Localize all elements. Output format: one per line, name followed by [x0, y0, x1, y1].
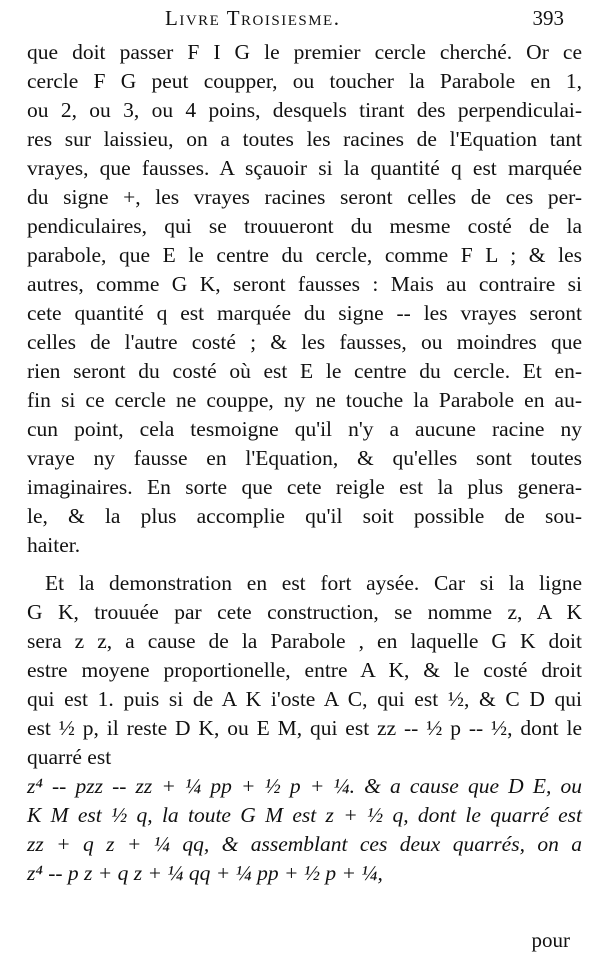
text-line: qui est 1. puis si de A K i'oste A C, qui est ½, & C D qui: [27, 687, 582, 711]
formula-line: zz + q z + ¼ qq, & assemblant ces deux quarrés, on a: [27, 832, 582, 856]
text-line: celles de l'autre costé ; & les fausses, ou moindres que: [27, 330, 582, 354]
paragraph-1: [27, 38, 582, 560]
text-line: parabole, que E le centre du cercle, comme F L ; & les: [27, 243, 582, 267]
running-head: Livre Troisiesme.: [165, 6, 341, 30]
text-line: cete quantité q est marquée du signe -- les vrayes seront: [27, 301, 582, 325]
text-line: du signe +, les vrayes racines seront celles de ces per-: [27, 185, 582, 209]
text-line: que doit passer F I G le premier cercle cherché. Or ce: [27, 40, 582, 64]
text-line: G K, trouuée par cete construction, se nomme z, A K: [27, 600, 582, 624]
paragraph-2: [27, 569, 582, 772]
formula-line: z⁴ -- pzz -- zz + ¼ pp + ½ p + ¼. & a cause que D E, ou: [27, 774, 582, 798]
text-line: Et la demonstration en est fort aysée. Car si la ligne: [45, 571, 582, 595]
text-line: fin si ce cercle ne couppe, ny ne touche la Parabole en au-: [27, 388, 582, 412]
page-number: 393: [532, 6, 564, 30]
text-line: haiter.: [27, 533, 81, 557]
text-line: sera z z, a cause de la Parabole , en laquelle G K doit: [27, 629, 582, 653]
text-line: pendiculaires, qui se trouueront du mesme costé de la: [27, 214, 582, 238]
body-text: [27, 38, 582, 888]
paragraph-gap: [27, 560, 582, 569]
text-line: cun point, cela tesmoigne qu'il n'y a aucune racine ny: [27, 417, 582, 441]
text-line: vraye ny fausse en l'Equation, & qu'elles sont toutes: [27, 446, 582, 470]
text-line: ou 2, ou 3, ou 4 poins, desquels tirant des perpendiculai-: [27, 98, 582, 122]
text-line: autres, comme G K, seront fausses : Mais au contraire si: [27, 272, 582, 296]
text-line: res sur laissieu, on a toutes les racines de l'Equation tant: [27, 127, 582, 151]
text-line: vrayes, que fausses. A sçauoir si la quantité q est marquée: [27, 156, 582, 180]
text-line: quarré est: [27, 745, 112, 769]
text-line: est ½ p, il reste D K, ou E M, qui est zz -- ½ p -- ½, dont le: [27, 716, 582, 740]
formula-block: [27, 772, 582, 888]
text-line: le, & la plus accomplie qu'il soit possible de sou-: [27, 504, 582, 528]
page-header: [70, 4, 572, 34]
text-line: cercle F G peut coupper, ou toucher la Parabole en 1,: [27, 69, 582, 93]
catchword: pour: [531, 928, 570, 952]
text-line: imaginaires. En sorte que cete reigle est la plus genera-: [27, 475, 582, 499]
formula-line: K M est ½ q, la toute G M est z + ½ q, dont le quarré est: [27, 803, 582, 827]
text-line: rien seront du costé où est E le centre du cercle. Et en-: [27, 359, 582, 383]
text-line: estre moyene proportionelle, entre A K, & le costé droit: [27, 658, 582, 682]
formula-line: z⁴ -- p z + q z + ¼ qq + ¼ pp + ½ p + ¼,: [27, 861, 383, 885]
